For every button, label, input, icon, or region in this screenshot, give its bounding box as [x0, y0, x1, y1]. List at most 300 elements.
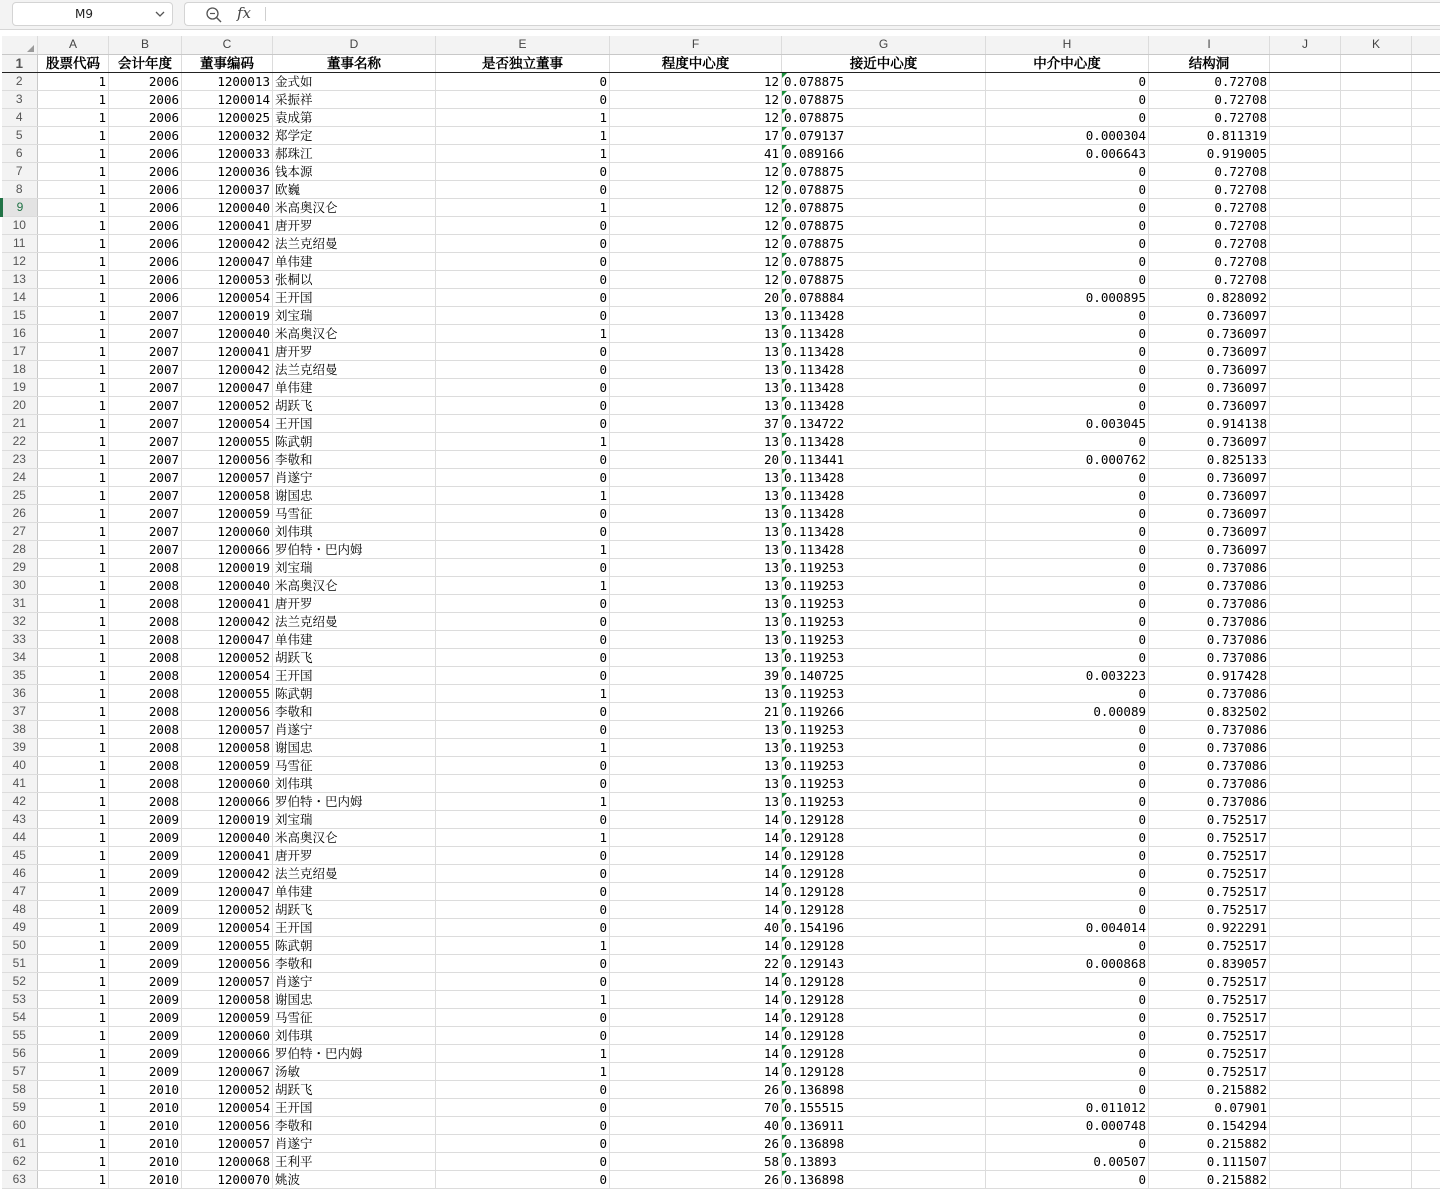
cell[interactable]: 0.737086	[1149, 630, 1270, 648]
cell[interactable]: 1	[38, 108, 109, 126]
cell[interactable]: 0	[436, 1116, 610, 1134]
cell[interactable]: 13	[610, 486, 782, 504]
cell[interactable]: 2006	[109, 180, 182, 198]
cell[interactable]: 罗伯特・巴内姆	[273, 792, 436, 810]
cell[interactable]: 1	[38, 144, 109, 162]
cell[interactable]	[1270, 306, 1341, 324]
cell[interactable]: 刘伟琪	[273, 774, 436, 792]
cell[interactable]: 13	[610, 522, 782, 540]
cell[interactable]: 0	[986, 504, 1149, 522]
cell[interactable]: 0	[986, 342, 1149, 360]
cell[interactable]: 13	[610, 630, 782, 648]
cell[interactable]: 0.752517	[1149, 990, 1270, 1008]
cell[interactable]: 0.919005	[1149, 144, 1270, 162]
cell[interactable]: 0	[436, 1134, 610, 1152]
cell[interactable]: 1	[38, 1170, 109, 1188]
cell[interactable]: 0.113428	[782, 486, 986, 504]
cell[interactable]	[1412, 900, 1440, 918]
row-header[interactable]: 20	[2, 396, 38, 414]
cell[interactable]	[1412, 864, 1440, 882]
cell[interactable]: 1200054	[182, 666, 273, 684]
cell[interactable]: 14	[610, 900, 782, 918]
cell[interactable]: 20	[610, 450, 782, 468]
cell[interactable]	[1412, 198, 1440, 216]
row-header[interactable]: 13	[2, 270, 38, 288]
column-header[interactable]: I	[1149, 36, 1270, 54]
cell[interactable]: 0	[436, 252, 610, 270]
cell[interactable]: 0	[436, 666, 610, 684]
cell[interactable]	[1341, 1116, 1412, 1134]
cell[interactable]: 李敬和	[273, 1116, 436, 1134]
cell[interactable]: 0	[986, 1026, 1149, 1044]
cell[interactable]: 0.000748	[986, 1116, 1149, 1134]
cell[interactable]	[1341, 270, 1412, 288]
cell[interactable]: 0.011012	[986, 1098, 1149, 1116]
formula-bar[interactable]	[184, 2, 1440, 26]
cell[interactable]: 0	[986, 72, 1149, 90]
cell[interactable]: 2010	[109, 1098, 182, 1116]
cell[interactable]	[1341, 630, 1412, 648]
cell[interactable]: 0.078884	[782, 288, 986, 306]
cell[interactable]	[1270, 702, 1341, 720]
cell[interactable]: 单伟建	[273, 378, 436, 396]
cell[interactable]: 1200066	[182, 792, 273, 810]
cell[interactable]	[1270, 1170, 1341, 1188]
cell[interactable]	[1341, 576, 1412, 594]
column-header[interactable]: K	[1341, 36, 1412, 54]
cell[interactable]	[1270, 234, 1341, 252]
cell[interactable]: 1	[436, 828, 610, 846]
cell[interactable]: 0.72708	[1149, 234, 1270, 252]
row-header[interactable]: 29	[2, 558, 38, 576]
cell[interactable]: 1	[436, 198, 610, 216]
cell[interactable]	[1270, 216, 1341, 234]
cell[interactable]: 12	[610, 234, 782, 252]
cell[interactable]: 2008	[109, 774, 182, 792]
cell[interactable]	[1341, 252, 1412, 270]
column-header[interactable]: F	[610, 36, 782, 54]
cell[interactable]	[1341, 1098, 1412, 1116]
cell[interactable]: 0.003045	[986, 414, 1149, 432]
cell[interactable]	[1412, 450, 1440, 468]
cell[interactable]	[1412, 1062, 1440, 1080]
cell[interactable]	[1412, 252, 1440, 270]
row-header[interactable]: 11	[2, 234, 38, 252]
cell[interactable]: 1	[38, 594, 109, 612]
cell[interactable]	[1412, 504, 1440, 522]
cell[interactable]: 1	[38, 504, 109, 522]
cell[interactable]: 0	[986, 1044, 1149, 1062]
cell[interactable]: 2009	[109, 1026, 182, 1044]
cell[interactable]: 13	[610, 504, 782, 522]
row-header[interactable]: 7	[2, 162, 38, 180]
cell[interactable]: 0	[986, 558, 1149, 576]
cell[interactable]: 13	[610, 378, 782, 396]
cell[interactable]: 2010	[109, 1116, 182, 1134]
row-header[interactable]: 31	[2, 594, 38, 612]
cell[interactable]	[1341, 990, 1412, 1008]
cell[interactable]: 谢国忠	[273, 990, 436, 1008]
cell[interactable]	[1412, 666, 1440, 684]
cell[interactable]	[1412, 162, 1440, 180]
cell[interactable]	[1412, 756, 1440, 774]
cell[interactable]	[1341, 792, 1412, 810]
cell[interactable]: 1	[38, 288, 109, 306]
cell[interactable]: 1	[38, 900, 109, 918]
cell[interactable]: 1200060	[182, 774, 273, 792]
cell[interactable]: 1	[38, 954, 109, 972]
cell[interactable]	[1270, 1116, 1341, 1134]
cell[interactable]	[1412, 738, 1440, 756]
cell[interactable]	[1341, 1062, 1412, 1080]
row-header[interactable]: 33	[2, 630, 38, 648]
cell[interactable]: 2007	[109, 396, 182, 414]
cell[interactable]	[1412, 522, 1440, 540]
cell[interactable]: 0	[986, 522, 1149, 540]
cell[interactable]: 胡跃飞	[273, 396, 436, 414]
cell[interactable]: 0	[986, 990, 1149, 1008]
cell[interactable]	[1270, 1044, 1341, 1062]
cell[interactable]	[1270, 1080, 1341, 1098]
cell[interactable]: 1200054	[182, 1098, 273, 1116]
cell[interactable]	[1270, 468, 1341, 486]
cell[interactable]: 张桐以	[273, 270, 436, 288]
cell[interactable]	[1270, 180, 1341, 198]
cell[interactable]: 0.129128	[782, 972, 986, 990]
cell[interactable]: 0	[986, 756, 1149, 774]
cell[interactable]: 13	[610, 720, 782, 738]
column-header[interactable]: H	[986, 36, 1149, 54]
cell[interactable]	[1341, 828, 1412, 846]
cell[interactable]: 0	[436, 810, 610, 828]
cell[interactable]: 0.078875	[782, 90, 986, 108]
cell[interactable]	[1412, 54, 1440, 72]
cell[interactable]	[1412, 270, 1440, 288]
cell[interactable]	[1412, 1134, 1440, 1152]
cell[interactable]: 0.736097	[1149, 486, 1270, 504]
cell[interactable]	[1270, 630, 1341, 648]
cell[interactable]: 1	[436, 540, 610, 558]
cell[interactable]: 2008	[109, 720, 182, 738]
row-header[interactable]: 23	[2, 450, 38, 468]
cell[interactable]: 2009	[109, 864, 182, 882]
cell[interactable]	[1412, 90, 1440, 108]
cell[interactable]: 0.119253	[782, 558, 986, 576]
cell[interactable]: 王开国	[273, 414, 436, 432]
cell[interactable]: 1	[38, 468, 109, 486]
cell[interactable]: 0.113428	[782, 504, 986, 522]
cell[interactable]: 1200060	[182, 522, 273, 540]
cell[interactable]: 肖遂宁	[273, 720, 436, 738]
cell[interactable]: 0	[436, 1026, 610, 1044]
cell[interactable]: 1	[38, 990, 109, 1008]
cell[interactable]	[1341, 1134, 1412, 1152]
cell[interactable]	[1270, 144, 1341, 162]
cell[interactable]: 1200068	[182, 1152, 273, 1170]
row-header[interactable]: 21	[2, 414, 38, 432]
cell[interactable]: 0	[986, 252, 1149, 270]
cell[interactable]: 13	[610, 306, 782, 324]
cell[interactable]	[1341, 486, 1412, 504]
cell[interactable]: 2008	[109, 558, 182, 576]
cell[interactable]: 0.215882	[1149, 1080, 1270, 1098]
cell[interactable]: 单伟建	[273, 882, 436, 900]
cell[interactable]: 13	[610, 594, 782, 612]
cell[interactable]: 0	[986, 594, 1149, 612]
cell[interactable]: 1200019	[182, 306, 273, 324]
cell[interactable]: 0	[986, 630, 1149, 648]
cell[interactable]: 1	[38, 666, 109, 684]
cell[interactable]	[1270, 324, 1341, 342]
cell[interactable]: 2007	[109, 540, 182, 558]
cell[interactable]: 2009	[109, 882, 182, 900]
cell[interactable]: 0.13893	[782, 1152, 986, 1170]
cell[interactable]: 39	[610, 666, 782, 684]
cell[interactable]: 1200019	[182, 558, 273, 576]
cell[interactable]: 1200040	[182, 576, 273, 594]
cell[interactable]: 2009	[109, 810, 182, 828]
cell[interactable]: 2006	[109, 72, 182, 90]
cell[interactable]	[1341, 720, 1412, 738]
cell[interactable]: 0.089166	[782, 144, 986, 162]
cell[interactable]	[1412, 630, 1440, 648]
cell[interactable]: 2006	[109, 162, 182, 180]
cell[interactable]	[1412, 486, 1440, 504]
cell[interactable]	[1412, 990, 1440, 1008]
cell[interactable]: 1200066	[182, 540, 273, 558]
cell[interactable]: 1	[38, 1152, 109, 1170]
cell[interactable]: 2010	[109, 1170, 182, 1188]
cell[interactable]: 1	[38, 792, 109, 810]
cell[interactable]	[1341, 234, 1412, 252]
cell[interactable]	[1412, 720, 1440, 738]
cell[interactable]: 2008	[109, 576, 182, 594]
cell[interactable]	[1412, 126, 1440, 144]
cell[interactable]: 1	[38, 1080, 109, 1098]
cell[interactable]: 2009	[109, 936, 182, 954]
row-header[interactable]: 14	[2, 288, 38, 306]
cell[interactable]	[1270, 126, 1341, 144]
cell[interactable]	[1270, 846, 1341, 864]
cell[interactable]: 1200047	[182, 630, 273, 648]
cell[interactable]	[1341, 702, 1412, 720]
cell[interactable]: 0	[436, 234, 610, 252]
cell[interactable]: 1200057	[182, 1134, 273, 1152]
cell[interactable]	[1412, 576, 1440, 594]
cell[interactable]: 14	[610, 936, 782, 954]
row-header[interactable]: 34	[2, 648, 38, 666]
column-header[interactable]: G	[782, 36, 986, 54]
row-header[interactable]: 4	[2, 108, 38, 126]
cell[interactable]	[1412, 144, 1440, 162]
cell[interactable]: 14	[610, 882, 782, 900]
cell[interactable]: 12	[610, 162, 782, 180]
cell[interactable]: 1	[436, 486, 610, 504]
cell[interactable]: 13	[610, 612, 782, 630]
cell[interactable]: 0	[986, 468, 1149, 486]
cell[interactable]: 2008	[109, 630, 182, 648]
cell[interactable]: 0.154196	[782, 918, 986, 936]
cell[interactable]: 26	[610, 1134, 782, 1152]
cell[interactable]	[1412, 378, 1440, 396]
cell[interactable]: 1	[436, 432, 610, 450]
cell[interactable]	[1270, 720, 1341, 738]
cell[interactable]: 1200032	[182, 126, 273, 144]
cell[interactable]: 2006	[109, 90, 182, 108]
cell[interactable]: 0.737086	[1149, 774, 1270, 792]
cell[interactable]: 1	[38, 756, 109, 774]
cell[interactable]: 0.72708	[1149, 252, 1270, 270]
cell[interactable]	[1270, 90, 1341, 108]
cell[interactable]: 胡跃飞	[273, 900, 436, 918]
cell[interactable]: 1	[38, 702, 109, 720]
cell[interactable]: 1	[38, 252, 109, 270]
cell[interactable]: 唐开罗	[273, 216, 436, 234]
cell[interactable]: 0	[436, 648, 610, 666]
cell[interactable]: 14	[610, 846, 782, 864]
row-header[interactable]: 48	[2, 900, 38, 918]
cell[interactable]: 2010	[109, 1134, 182, 1152]
cell[interactable]: 0.737086	[1149, 792, 1270, 810]
cell[interactable]: 1	[38, 162, 109, 180]
cell[interactable]: 2007	[109, 486, 182, 504]
cell[interactable]: 2007	[109, 450, 182, 468]
cell[interactable]: 1	[38, 90, 109, 108]
cell[interactable]: 2006	[109, 288, 182, 306]
cell[interactable]	[1341, 126, 1412, 144]
cell[interactable]: 0.736097	[1149, 522, 1270, 540]
cell[interactable]: 2008	[109, 666, 182, 684]
cell[interactable]: 1	[38, 1134, 109, 1152]
cell[interactable]	[1341, 864, 1412, 882]
cell[interactable]: 唐开罗	[273, 846, 436, 864]
cell[interactable]	[1341, 684, 1412, 702]
cell[interactable]: 刘宝瑞	[273, 810, 436, 828]
cell[interactable]: 2006	[109, 216, 182, 234]
cell[interactable]: 1	[38, 486, 109, 504]
cell[interactable]: 0	[986, 774, 1149, 792]
cell[interactable]: 0.006643	[986, 144, 1149, 162]
cell[interactable]: 2006	[109, 252, 182, 270]
cell[interactable]: 1200058	[182, 486, 273, 504]
cell[interactable]: 陈武朝	[273, 936, 436, 954]
cell[interactable]	[1341, 522, 1412, 540]
cell[interactable]: 0	[436, 594, 610, 612]
cell[interactable]	[1341, 936, 1412, 954]
cell[interactable]: 0.129143	[782, 954, 986, 972]
cell[interactable]: 1	[38, 1008, 109, 1026]
cell[interactable]: 1	[436, 990, 610, 1008]
cell[interactable]: 1	[38, 180, 109, 198]
cell[interactable]: 1200057	[182, 468, 273, 486]
row-header[interactable]: 38	[2, 720, 38, 738]
cell[interactable]	[1341, 666, 1412, 684]
cell[interactable]: 0	[986, 324, 1149, 342]
cell[interactable]: 董事编码	[182, 54, 273, 72]
cell[interactable]: 1	[38, 810, 109, 828]
cell[interactable]: 接近中心度	[782, 54, 986, 72]
cell[interactable]: 0.113428	[782, 306, 986, 324]
row-header[interactable]: 57	[2, 1062, 38, 1080]
cell[interactable]: 0	[436, 504, 610, 522]
cell[interactable]: 0.113428	[782, 468, 986, 486]
cell[interactable]: 0.736097	[1149, 378, 1270, 396]
cell[interactable]: 14	[610, 1008, 782, 1026]
cell[interactable]	[1270, 828, 1341, 846]
cell[interactable]: 1	[38, 270, 109, 288]
cell[interactable]	[1270, 486, 1341, 504]
select-all-corner[interactable]	[2, 36, 38, 54]
cell[interactable]: 1	[38, 378, 109, 396]
cell[interactable]	[1270, 810, 1341, 828]
cell[interactable]: 1	[38, 1098, 109, 1116]
cell[interactable]: 70	[610, 1098, 782, 1116]
cell[interactable]: 0.737086	[1149, 594, 1270, 612]
cell[interactable]: 0	[986, 396, 1149, 414]
row-header[interactable]: 19	[2, 378, 38, 396]
cell[interactable]: 1200042	[182, 234, 273, 252]
cell[interactable]: 1	[38, 1062, 109, 1080]
cell[interactable]	[1341, 1080, 1412, 1098]
cell[interactable]: 0.825133	[1149, 450, 1270, 468]
cell[interactable]: 李敬和	[273, 954, 436, 972]
cell[interactable]: 1	[38, 324, 109, 342]
cell[interactable]: 14	[610, 810, 782, 828]
row-header[interactable]: 15	[2, 306, 38, 324]
name-box[interactable]	[12, 2, 173, 26]
cell[interactable]	[1270, 198, 1341, 216]
cell[interactable]	[1412, 468, 1440, 486]
cell[interactable]: 0	[986, 648, 1149, 666]
cell[interactable]: 0.752517	[1149, 1026, 1270, 1044]
cell[interactable]	[1270, 738, 1341, 756]
cell[interactable]: 姚波	[273, 1170, 436, 1188]
cell[interactable]: 法兰克绍曼	[273, 234, 436, 252]
cell[interactable]: 0.078875	[782, 108, 986, 126]
cell[interactable]: 13	[610, 648, 782, 666]
column-header[interactable]: A	[38, 36, 109, 54]
cell[interactable]: 1200055	[182, 684, 273, 702]
cell[interactable]: 41	[610, 144, 782, 162]
cell[interactable]: 0.000895	[986, 288, 1149, 306]
cell[interactable]: 14	[610, 828, 782, 846]
cell[interactable]: 2008	[109, 648, 182, 666]
cell[interactable]: 汤敏	[273, 1062, 436, 1080]
cell[interactable]: 0.752517	[1149, 1008, 1270, 1026]
cell[interactable]: 2007	[109, 306, 182, 324]
cell[interactable]	[1341, 72, 1412, 90]
cell[interactable]	[1270, 162, 1341, 180]
column-header[interactable]: J	[1270, 36, 1341, 54]
cell[interactable]: 1200036	[182, 162, 273, 180]
cell[interactable]: 0.737086	[1149, 684, 1270, 702]
row-header[interactable]: 55	[2, 1026, 38, 1044]
cell[interactable]: 1	[38, 1026, 109, 1044]
row-header[interactable]: 16	[2, 324, 38, 342]
cell[interactable]: 1	[436, 936, 610, 954]
row-header[interactable]: 45	[2, 846, 38, 864]
row-header[interactable]: 52	[2, 972, 38, 990]
cell[interactable]: 1	[38, 360, 109, 378]
cell[interactable]: 0	[436, 1098, 610, 1116]
cell[interactable]: 2007	[109, 324, 182, 342]
cell[interactable]: 0.737086	[1149, 756, 1270, 774]
cell[interactable]: 肖遂宁	[273, 468, 436, 486]
row-header[interactable]: 9	[2, 198, 38, 216]
row-header[interactable]: 3	[2, 90, 38, 108]
cell[interactable]: 0.119253	[782, 774, 986, 792]
row-header[interactable]: 18	[2, 360, 38, 378]
